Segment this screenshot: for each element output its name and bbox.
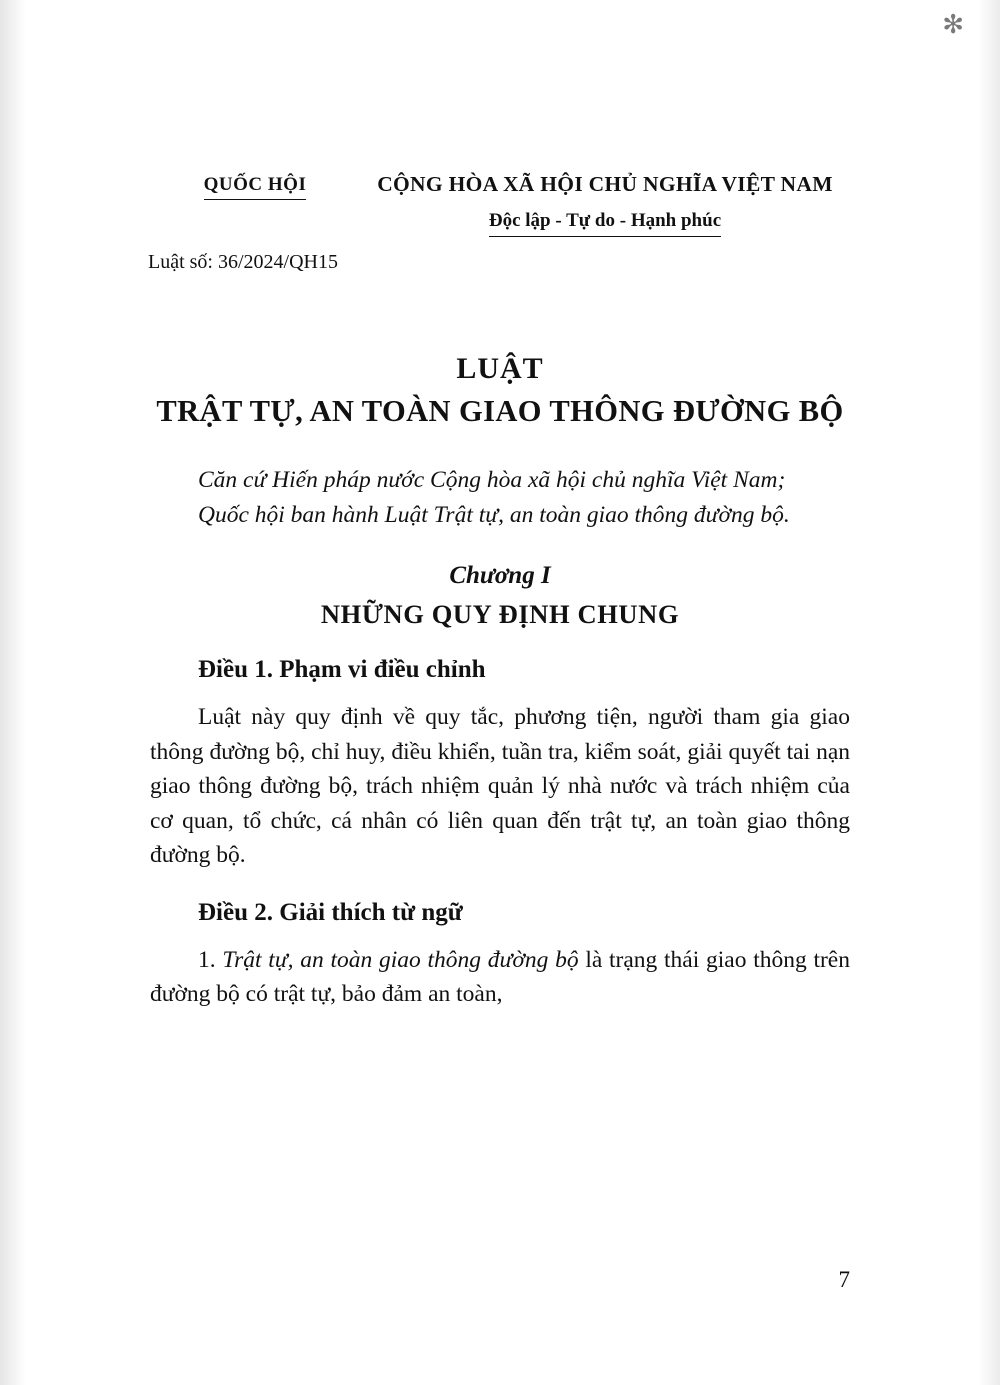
title-main: LUẬT (456, 352, 544, 385)
preamble (150, 463, 850, 532)
asterisk-icon: ✻ (942, 10, 964, 39)
article-1-paragraph: Luật này quy định về quy tắc, phương tiện, người tham gia giao thông đường bộ, chỉ huy, điều khiển, tuần tra, kiểm soát, giải quyết tai nạn giao thông đường bộ, trách nhiệm quản lý nhà nước và trách nhiệm của cơ quan, tổ chức, cá nhân có liên quan đến trật tự, an toàn giao thông đường bộ. (150, 704, 850, 869)
issuer-name: QUỐC HỘI (204, 174, 307, 200)
article-2-item-1 (150, 943, 850, 1012)
article-2-heading: Điều 2. Giải thích từ ngữ (198, 898, 463, 926)
article-2-body (150, 943, 850, 1012)
country-name: CỘNG HÒA XÃ HỘI CHỦ NGHĨA VIỆT NAM (377, 172, 833, 196)
issuer-block (150, 172, 360, 200)
article-2-item-number: 1. (198, 946, 223, 973)
page-content (150, 0, 850, 1012)
article-2-item-text: là trạng thái giao thông trên đường bộ có trật tự, bảo đảm an toàn, (150, 946, 850, 1008)
title-sub: TRẬT TỰ, AN TOÀN GIAO THÔNG ĐƯỜNG BỘ (156, 394, 844, 428)
chapter-heading (150, 562, 850, 630)
preamble-line-2: Quốc hội ban hành Luật Trật tự, an toàn giao thông đường bộ. (198, 501, 790, 528)
page-number: 7 (838, 1267, 850, 1292)
article-2 (150, 899, 850, 1012)
national-motto: Độc lập - Tự do - Hạnh phúc (489, 210, 721, 237)
article-1 (150, 656, 850, 873)
article-1-body (150, 700, 850, 873)
chapter-label: Chương I (449, 562, 551, 590)
chapter-name: NHỮNG QUY ĐỊNH CHUNG (320, 599, 680, 630)
article-2-defined-term: Trật tự, an toàn giao thông đường bộ (222, 946, 579, 973)
document-title (150, 352, 850, 429)
national-heading-block (360, 172, 850, 237)
masthead (150, 172, 850, 237)
law-number: Luật số: 36/2024/QH15 (148, 251, 338, 273)
article-1-heading: Điều 1. Phạm vi điều chỉnh (198, 656, 486, 684)
preamble-line-1: Căn cứ Hiến pháp nước Cộng hòa xã hội chủ nghĩa Việt Nam; (198, 467, 786, 493)
